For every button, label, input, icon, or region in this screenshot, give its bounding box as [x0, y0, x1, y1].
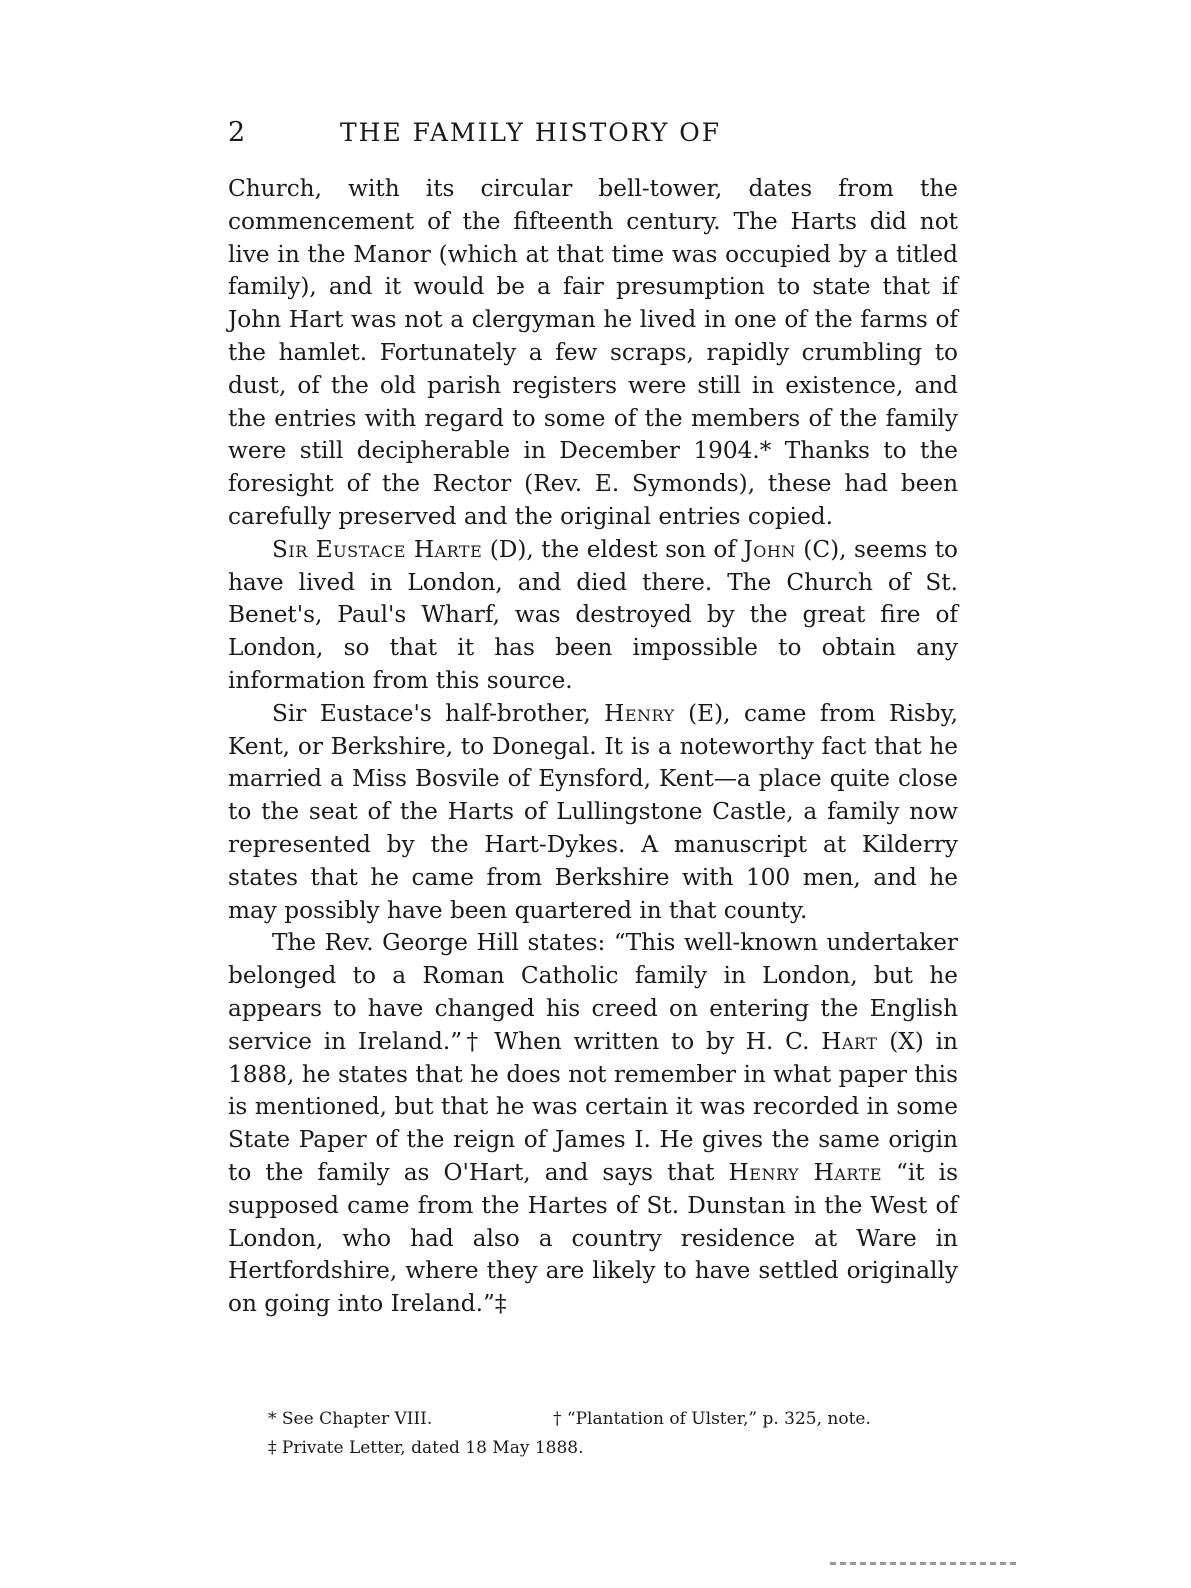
paragraph-4-text-a: The Rev. George Hill states: “This well-known undertaker belonged to a Roman Catholic family in London, but he appears to have changed his creed on entering the English service in Ireland.”† When written to by H. C. — [228, 929, 958, 1055]
paragraph-4 — [228, 927, 958, 1321]
name-henry: Henry — [604, 699, 675, 727]
paragraph-3 — [228, 698, 958, 928]
name-henry-harte: Henry Harte — [728, 1158, 882, 1186]
paragraph-3-text-a: Sir Eustace's half-brother, — [272, 699, 605, 727]
name-john: John — [743, 535, 796, 563]
body-text — [228, 173, 958, 1321]
paragraph-2 — [228, 534, 958, 698]
name-hart: Hart — [821, 1027, 878, 1055]
footnote-3: ‡ Private Letter, dated 18 May 1888. — [268, 1438, 584, 1458]
footnote-1: * See Chapter VIII. — [268, 1409, 433, 1429]
page-header — [228, 113, 958, 153]
footnote-line-2 — [228, 1434, 958, 1463]
page-number: 2 — [228, 117, 246, 148]
paragraph-2-text-a: (D), the eldest son of — [482, 535, 744, 563]
paragraph-4-text-b: (X) in 1888, he states that he does not remember in what paper this is mentioned, but that he was certain it was recorded in some State Paper of the reign of James I. He gives the same origin to the family as O'Hart, and says that — [228, 1027, 958, 1186]
paragraph-1: Church, with its circular bell-tower, dates from the commencement of the fifteenth century. The Harts did not live in the Manor (which at that time was occupied by a titled family), and it would be a fair presumption to state that if John Hart was not a clergyman he lived in one of the farms of the hamlet. Fortunately a few scraps, rapidly crumbling to dust, of the old parish registers were still in existence, and the entries with regard to some of the members of the family were still decipherable in December 1904.* Thanks to the foresight of the Rector (Rev. E. Symonds), these had been carefully preserved and the original entries copied. — [228, 175, 958, 530]
scan-artifact-mark — [830, 1562, 1020, 1565]
footnotes — [228, 1405, 958, 1463]
paragraph-3-text-b: (E), came from Risby, Kent, or Berkshire, to Donegal. It is a noteworthy fact that he married a Miss Bosvile of Eynsford, Kent—a place quite close to the seat of the Harts of Lullingstone Castle, a family now represented by the Hart-Dykes. A manuscript at Kilderry states that he came from Berkshire with 100 men, and he may possibly have been quartered in that county. — [228, 699, 958, 924]
paragraph-2-text-b: (C), seems to have lived in London, and died there. The Church of St. Benet's, Paul's Wharf, was destroyed by the great fire of London, so that it has been impossible to obtain any information from this source. — [228, 535, 958, 694]
footnote-line-1 — [228, 1405, 958, 1434]
name-sir-eustace-harte: Sir Eustace Harte — [272, 535, 483, 563]
footnote-2: † “Plantation of Ulster,” p. 325, note. — [553, 1409, 871, 1429]
paragraph-4-text-c: “it is supposed came from the Hartes of St. Dunstan in the West of London, who had also a country residence at Ware in Hertfordshire, where they are likely to have settled originally on going into Ireland.”‡ — [228, 1158, 958, 1318]
running-title: THE FAMILY HISTORY OF — [340, 118, 722, 147]
